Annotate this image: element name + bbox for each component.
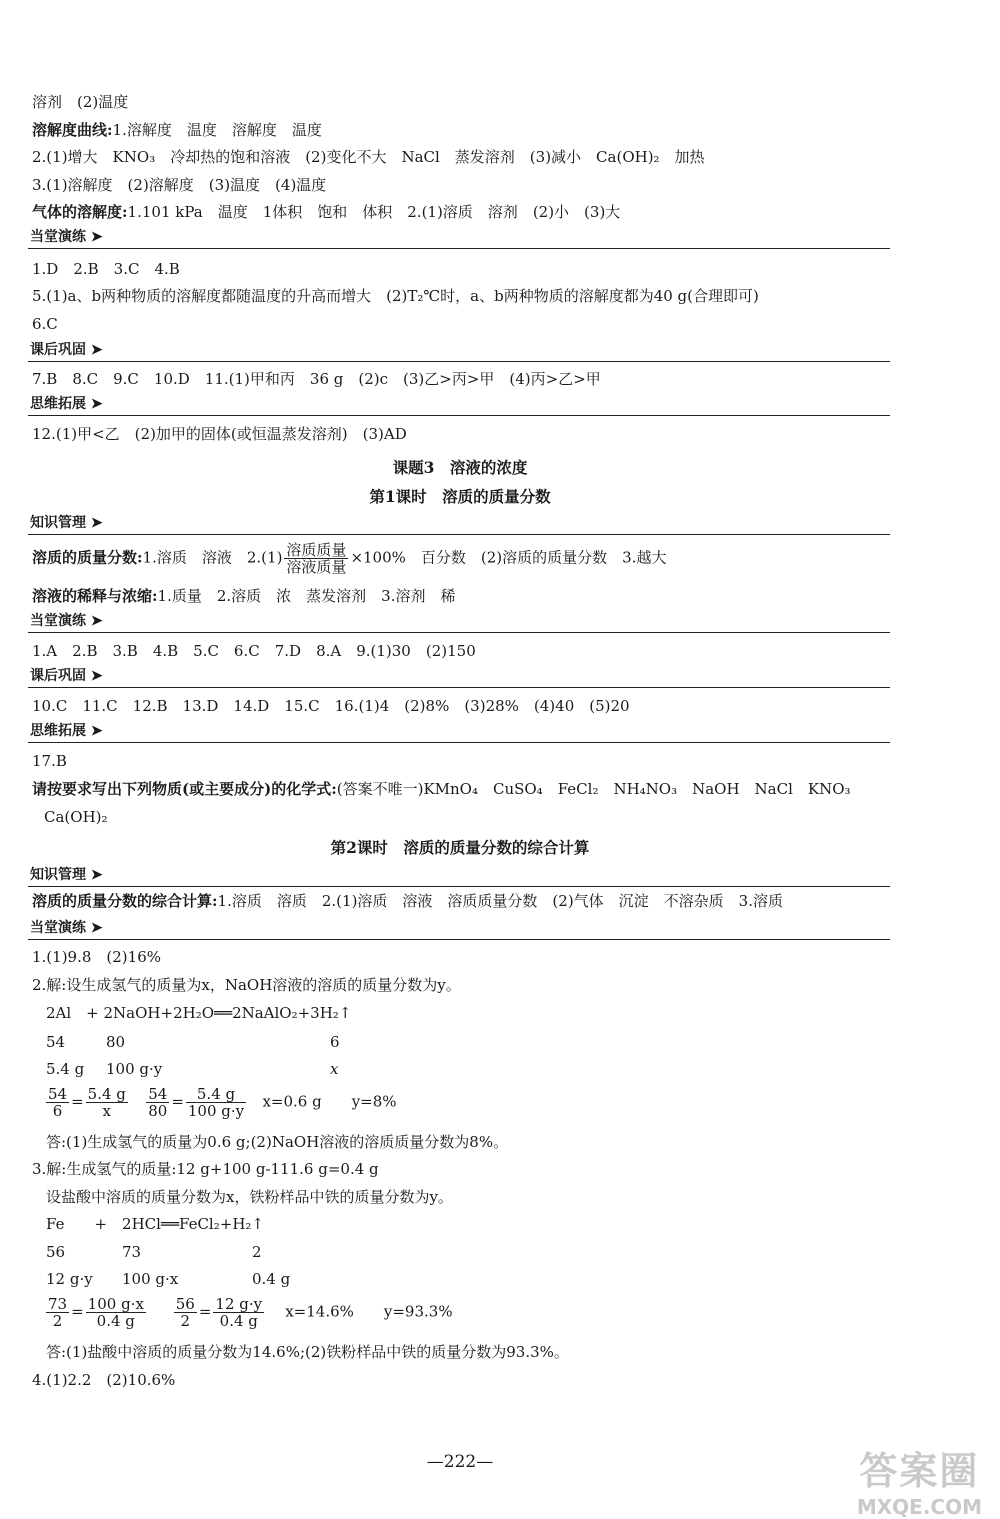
denominator: 2 <box>52 1312 63 1330</box>
lesson-title: 课题3 溶液的浓度 <box>392 458 528 477</box>
answer-text: ×100% 百分数 (2)溶质的质量分数 3.越大 <box>350 548 667 567</box>
answer-line: 4.(1)2.2 (2)10.6% <box>32 1371 176 1389</box>
page-number: —222— <box>426 1452 494 1472</box>
topic-label: 溶质的质量分数: <box>32 548 143 567</box>
answer-line: 10.C 11.C 12.B 13.D 14.D 15.C 16.(1)4 (2)8% (3)28% (4)40 (5)20 <box>32 697 630 715</box>
section-title: 当堂演练 ➤ <box>30 229 103 245</box>
section-header <box>28 915 890 940</box>
numerator: 73 <box>48 1295 68 1313</box>
proportion-line: $\frac{54}{6}$ = $\frac{5.4 g}{x}$ $\frac{54}{80}$ = $\frac{5.4 g}{100 g\cdot y}$ x=0.6 g y=8% <box>48 1085 397 1120</box>
answer-line: 答:(1)生成氢气的质量为0.6 g;(2)NaOH溶液的溶质质量分数为8%。 <box>46 1133 509 1151</box>
equation-value: 100 g·x <box>122 1270 179 1288</box>
topic-label: 请按要求写出下列物质(或主要成分)的化学式: <box>32 780 337 798</box>
section-title: 知识管理 ➤ <box>30 867 103 883</box>
topic-label: 溶液的稀释与浓缩: <box>32 587 158 605</box>
numerator: 56 <box>175 1295 195 1313</box>
equation-value: 5.4 g <box>46 1060 85 1078</box>
answer-text: (答案不唯一)KMnO₄ CuSO₄ FeCl₂ NH₄NO₃ NaOH NaCl KNO₃ <box>336 780 851 798</box>
answer-line <box>32 542 666 575</box>
section-header <box>28 391 890 416</box>
section-header <box>28 510 890 535</box>
answer-line <box>32 202 620 222</box>
section-title: 当堂演练 ➤ <box>30 613 103 629</box>
equation: Fe + 2HCl══FeCl₂+H₂↑ <box>46 1215 264 1233</box>
denominator: 0.4 g <box>96 1312 135 1330</box>
section-title: 当堂演练 ➤ <box>30 920 103 936</box>
answer-line <box>32 779 851 799</box>
denominator: 100 g·y <box>187 1102 245 1120</box>
watermark-url: MXQE.COM <box>856 1495 982 1519</box>
equation-value: 6 <box>330 1033 340 1051</box>
answer-text: 1.溶质 溶液 2.(1) <box>142 548 283 567</box>
denominator: 6 <box>52 1102 63 1120</box>
section-title: 知识管理 ➤ <box>30 515 103 531</box>
denominator: 溶液质量 <box>286 558 347 576</box>
equation-value: 100 g·y <box>106 1060 163 1078</box>
answer-line: 3.解:生成氢气的质量:12 g+100 g-111.6 g=0.4 g <box>32 1160 379 1178</box>
section-title: 课后巩固 ➤ <box>30 342 103 358</box>
equation-value: 0.4 g <box>252 1270 291 1288</box>
fraction <box>284 542 348 575</box>
numerator: 溶质质量 <box>286 541 347 559</box>
result: x=14.6% y=93.3% <box>285 1302 453 1321</box>
answer-line: 设盐酸中溶质的质量分数为x，铁粉样品中铁的质量分数为y。 <box>46 1188 453 1206</box>
section-header <box>28 608 890 633</box>
answer-line: 17.B <box>32 752 67 770</box>
answer-line: 12.(1)甲<乙 (2)加甲的固体(或恒温蒸发溶剂) (3)AD <box>32 425 407 443</box>
equation-value: 73 <box>122 1243 142 1261</box>
answer-line: 1.A 2.B 3.B 4.B 5.C 6.C 7.D 8.A 9.(1)30 (2)150 <box>32 642 476 660</box>
answer-line: 答:(1)盐酸中溶质的质量分数为14.6%;(2)铁粉样品中铁的质量分数为93.3%。 <box>46 1343 569 1361</box>
fraction <box>86 1296 146 1329</box>
answer-line: 6.C <box>32 315 58 333</box>
numerator: 54 <box>48 1085 68 1103</box>
numerator: 100 g·x <box>87 1295 144 1313</box>
answer-line <box>32 891 783 911</box>
fraction <box>146 1086 169 1119</box>
topic-label: 溶质的质量分数的综合计算: <box>32 892 218 910</box>
answer-text: 1.质量 2.溶质 浓 蒸发溶剂 3.溶剂 稀 <box>157 587 456 605</box>
section-header <box>28 862 890 887</box>
numerator: 12 g·y <box>215 1295 263 1313</box>
answer-line <box>32 586 455 606</box>
answer-text: 1.101 kPa 温度 1体积 饱和 体积 2.(1)溶质 溶剂 (2)小 (3)大 <box>127 203 621 221</box>
fraction <box>186 1086 246 1119</box>
answer-line: Ca(OH)₂ <box>44 808 108 826</box>
denominator: 2 <box>180 1312 191 1330</box>
numerator: 5.4 g <box>87 1085 126 1103</box>
fraction <box>86 1086 128 1119</box>
answer-line: 2.(1)增大 KNO₃ 冷却热的饱和溶液 (2)变化不大 NaCl 蒸发溶剂 (3)减小 Ca(OH)₂ 加热 <box>32 148 705 166</box>
equation-value: 56 <box>46 1243 66 1261</box>
answer-line: 溶剂 (2)温度 <box>32 93 129 111</box>
section-title: 思维拓展 ➤ <box>30 396 103 412</box>
equation-value: x <box>330 1060 339 1078</box>
denominator: 80 <box>148 1102 168 1120</box>
lesson-subtitle: 第2课时 溶质的质量分数的综合计算 <box>330 838 590 857</box>
answer-text: 1.溶质 溶质 2.(1)溶质 溶液 溶质质量分数 (2)气体 沉淀 不溶杂质 3.溶质 <box>217 892 783 910</box>
section-title: 思维拓展 ➤ <box>30 723 103 739</box>
section-title: 课后巩固 ➤ <box>30 668 103 684</box>
equation-value: 12 g·y <box>46 1270 93 1288</box>
answer-line: 1.(1)9.8 (2)16% <box>32 948 162 966</box>
fraction <box>46 1086 69 1119</box>
numerator: 54 <box>148 1085 168 1103</box>
equation-value: 80 <box>106 1033 126 1051</box>
fraction <box>46 1296 69 1329</box>
topic-label: 气体的溶解度: <box>32 203 128 221</box>
answer-line <box>32 120 322 140</box>
lesson-subtitle: 第1课时 溶质的质量分数 <box>369 487 551 506</box>
answer-line: 1.D 2.B 3.C 4.B <box>32 260 180 278</box>
answer-line: 7.B 8.C 9.C 10.D 11.(1)甲和丙 36 g (2)c (3)乙>丙>甲 (4)丙>乙>甲 <box>32 370 601 388</box>
equation-value: 2 <box>252 1243 262 1261</box>
section-header <box>28 663 890 688</box>
answer-line: 2.解:设生成氢气的质量为x，NaOH溶液的溶质的质量分数为y。 <box>32 976 461 994</box>
answer-line: 3.(1)溶解度 (2)溶解度 (3)温度 (4)温度 <box>32 176 327 194</box>
fraction <box>174 1296 197 1329</box>
watermark-logo: 答案圈 <box>859 1449 980 1493</box>
section-header <box>28 718 890 743</box>
section-header <box>28 337 890 362</box>
fraction <box>213 1296 264 1329</box>
equation: 2Al + 2NaOH+2H₂O══2NaAlO₂+3H₂↑ <box>46 1004 352 1022</box>
denominator: x <box>102 1102 112 1120</box>
numerator: 5.4 g <box>186 1086 246 1103</box>
equation-value: 54 <box>46 1033 66 1051</box>
answer-line: 5.(1)a、b两种物质的溶解度都随温度的升高而增大 (2)T₂℃时，a、b两种物质的溶解度都为40 g(合理即可) <box>32 287 759 305</box>
proportion-line: $\frac{73}{2}$ = $\frac{100 g\cdot x}{0.4 g}$ $\frac{56}{2}$ = $\frac{12 g\cdot y}{0.4 g}$ x=14.6% y=93.3% <box>48 1295 453 1330</box>
topic-label: 溶解度曲线: <box>32 121 113 139</box>
watermark <box>857 1440 982 1519</box>
result: x=0.6 g y=8% <box>262 1092 397 1111</box>
denominator: 0.4 g <box>219 1312 258 1330</box>
answer-text: 1.溶解度 温度 溶解度 温度 <box>112 121 322 139</box>
section-header <box>28 224 890 249</box>
